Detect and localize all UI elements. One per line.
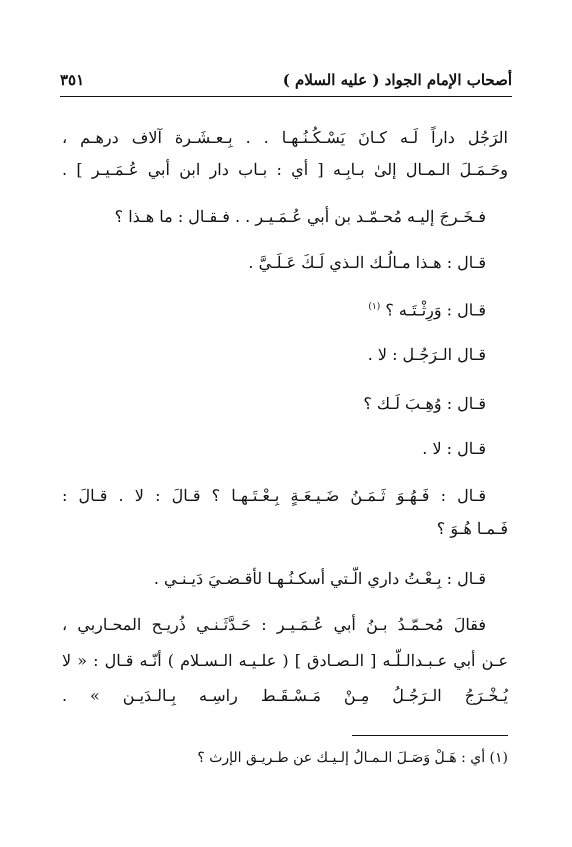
paragraph-line: فقالَ مُحـمّـدُ بـنُ أبي عُـمَـيـر : حَـدَّثَـنـي ذُريـح المحـاربي ، (62, 615, 486, 634)
page-header (60, 63, 512, 89)
paragraph-line: وحَـمَـلَ الـمـال إلىٰ بـابِـه [ أي : بـاب دار ابن أبي عُـمَـيـر ] . (62, 160, 508, 179)
paragraph-line (368, 297, 486, 320)
paragraph-text: قـال : وَرِثْـتَـه ؟ (385, 300, 486, 320)
paragraph-line: قـال الـرَجُـل : لا . (367, 345, 486, 364)
paragraph-line: فَـمـا هُـوَ ؟ (436, 519, 508, 538)
header-rule (60, 96, 512, 97)
running-title: أصحاب الإمام الجواد ( عليه السلام ) (282, 71, 512, 89)
paragraph-line: فـخَـرجَ إليـه مُحـمّـد بن أبي عُـمَـيـر . . فـقـال : ما هـذا ؟ (114, 207, 486, 226)
footnote-marker: (١) (368, 302, 381, 312)
paragraph-line: قـال : هـذا مـالُـك الـذي لَـكَ عَـلَـيَّ . (248, 253, 486, 272)
paragraph-line: قـال : فَـهُـوَ ثَـمَـنُ ضَـيـعَـةٍ بِـعْـتَـهـا ؟ قـالَ : لا . قـالَ : (62, 486, 486, 505)
paragraph-line: يُـخْـرَجُ الـرَجُـلُ مِـنْ مَـسْـقَـط راسِـه بِـالـدَيـن » . (62, 686, 508, 705)
paragraph-line: قـال : لا . (422, 439, 486, 458)
paragraph-line: قـال : وُهِـبَ لَـك ؟ (363, 394, 486, 413)
paragraph-line: قـال : بِـعْـتُ داري الّـتي أسكـنُـهـا لأقـضـيَ دَيـنـي . (153, 569, 486, 588)
paragraph-line: الرَجُل داراً لَـه كـانَ يَسْـكُـنُـهـا . . بِـعـشَـرة آلاف درهـم ، (62, 128, 508, 147)
footnote-rule (352, 735, 508, 736)
page-number: ٣٥١ (60, 71, 85, 89)
paragraph-line: عـن أبي عـبـدالـلّـه [ الـصـادق ] ( علـيـه الـسـلام ) أنّـه قـال : « لا (62, 651, 508, 670)
footnote-text: (١) أي : هَـلْ وَصَـلَ الـمـالُ إلـيـك عن طـريـق الإرث ؟ (197, 750, 508, 766)
